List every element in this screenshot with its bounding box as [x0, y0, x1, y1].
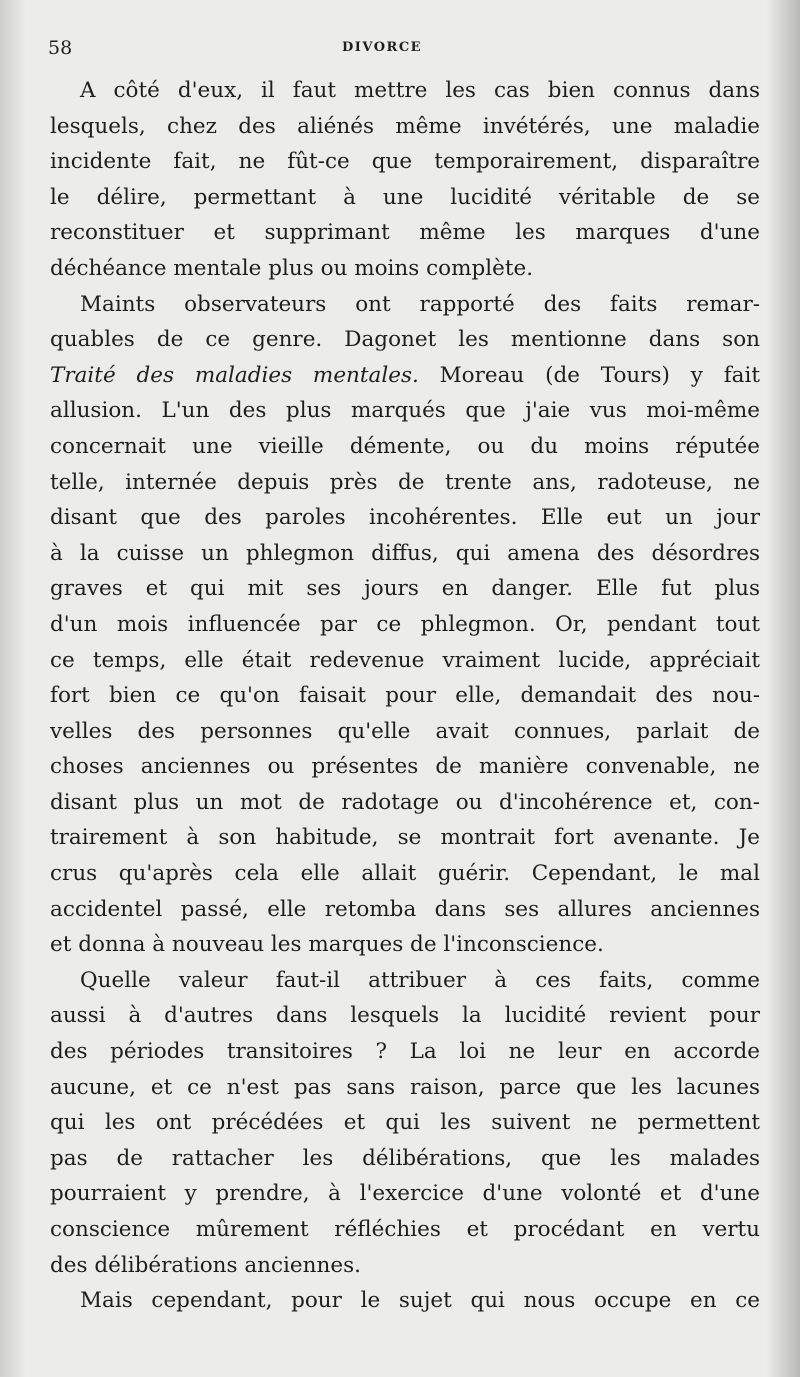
text-line: allusion. L'un des plus marqués que j'aie vus moi-même — [50, 398, 760, 424]
page-gutter-shadow — [0, 0, 26, 1377]
text-line: telle, internée depuis près de trente ans, radoteuse, ne — [50, 469, 760, 495]
text-line: déchéance mentale plus ou moins complète. — [50, 255, 534, 281]
paragraph-1 — [50, 73, 760, 287]
page-header — [48, 36, 760, 60]
text-line: à la cuisse un phlegmon diffus, qui amena des désordres — [50, 540, 760, 566]
text-line: Quelle valeur faut-il attribuer à ces faits, comme — [80, 967, 760, 993]
text-line: qui les ont précédées et qui les suivent ne permettent — [50, 1110, 760, 1136]
text-line: accidentel passé, elle retomba dans ses allures anciennes — [50, 896, 760, 922]
text-line: concernait une vieille démente, ou du moins réputée — [50, 433, 760, 459]
text-line-rest: Moreau (de Tours) y fait — [439, 362, 760, 388]
text-line: crus qu'après cela elle allait guérir. Cependant, le mal — [50, 861, 760, 887]
text-line: incidente fait, ne fût-ce que temporairement, disparaître — [50, 149, 760, 175]
page-edge-shadow — [766, 0, 800, 1377]
paragraph-3 — [50, 963, 760, 1283]
text-line: graves et qui mit ses jours en danger. Elle fut plus — [50, 576, 760, 602]
text-line: trairement à son habitude, se montrait fort avenante. Je — [50, 825, 760, 851]
text-line-with-title — [50, 358, 760, 394]
text-line: d'un mois influencée par ce phlegmon. Or, pendant tout — [50, 611, 760, 637]
text-line: fort bien ce qu'on faisait pour elle, demandait des nou- — [50, 683, 760, 709]
running-title: DIVORCE — [342, 40, 423, 55]
book-title: Traité des maladies mentales. — [50, 362, 419, 388]
text-line: Maints observateurs ont rapporté des faits remar- — [80, 291, 760, 317]
text-line: velles des personnes qu'elle avait connues, parlait de — [50, 718, 760, 744]
text-line: conscience mûrement réfléchies et procédant en vertu — [50, 1217, 760, 1242]
text-line: aussi à d'autres dans lesquels la lucidité revient pour — [50, 1003, 760, 1029]
text-line: lesquels, chez des aliénés même invétérés, une maladie — [50, 113, 760, 139]
text-line: Mais cependant, pour le sujet qui nous occupe en ce — [80, 1288, 760, 1314]
page-number: 58 — [48, 37, 73, 59]
text-line: pourraient y prendre, à l'exercice d'une volonté et d'une — [50, 1181, 760, 1207]
text-line: reconstituer et supprimant même les marques d'une — [50, 220, 760, 246]
text-line: et donna à nouveau les marques de l'inconscience. — [50, 932, 604, 958]
text-line: quables de ce genre. Dagonet les mentionne dans son — [50, 327, 760, 353]
text-line: des délibérations anciennes. — [50, 1252, 361, 1278]
text-line: aucune, et ce n'est pas sans raison, parce que les lacunes — [50, 1074, 760, 1100]
text-line: disant que des paroles incohérentes. Elle eut un jour — [50, 505, 760, 531]
text-line: choses anciennes ou présentes de manière convenable, ne — [50, 754, 760, 780]
text-line: A côté d'eux, il faut mettre les cas bien connus dans — [80, 78, 760, 103]
paragraph-4 — [50, 1283, 760, 1319]
text-line: le délire, permettant à une lucidité véritable de se — [50, 184, 760, 210]
text-line: disant plus un mot de radotage ou d'incohérence et, con- — [50, 789, 760, 815]
body-text — [50, 73, 760, 1319]
text-line: des périodes transitoires ? La loi ne leur en accorde — [50, 1039, 760, 1065]
paragraph-2 — [50, 287, 760, 963]
text-line: ce temps, elle était redevenue vraiment lucide, appréciait — [50, 647, 760, 673]
text-line: pas de rattacher les délibérations, que les malades — [50, 1145, 760, 1171]
